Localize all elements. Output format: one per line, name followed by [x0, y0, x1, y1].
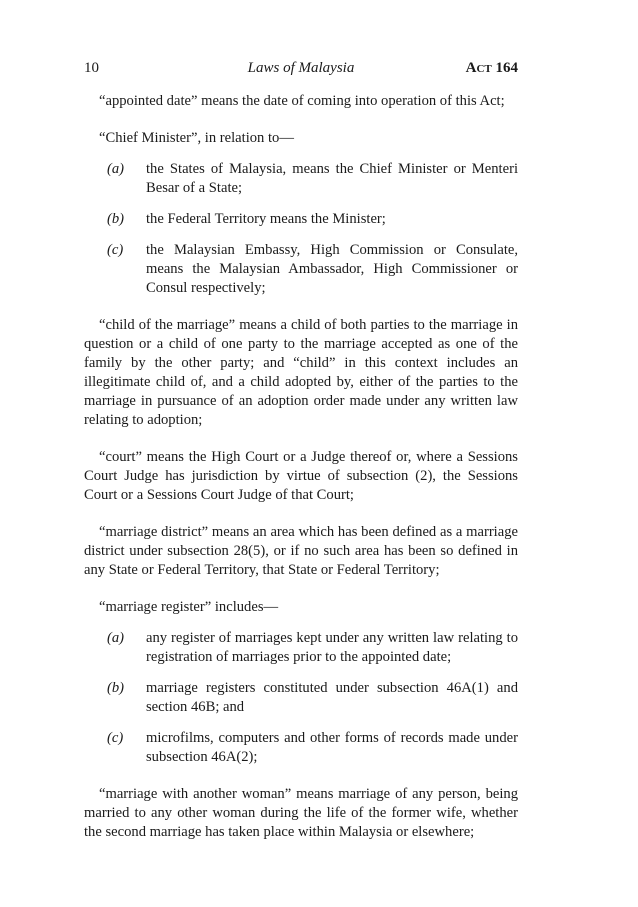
- item-label: (c): [107, 242, 124, 258]
- list-item: [84, 241, 518, 298]
- item-text: marriage registers constituted under subsection 46A(1) and section 46B; and: [146, 680, 518, 715]
- item-text: the Federal Territory means the Minister;: [146, 211, 386, 227]
- item-text: any register of marriages kept under any written law relating to registration of marriages prior to the appointed date;: [146, 630, 518, 665]
- definition-marriage-district: “marriage district” means an area which has been defined as a marriage district under subsection 28(5), or if no such area has been so defined in any State or Federal Territory, that State or Federal Territory;: [84, 524, 518, 578]
- list-item: [84, 210, 518, 229]
- definition-marriage-another-woman: “marriage with another woman” means marriage of any person, being married to any other woman during the life of the former wife, whether the second marriage has taken place within Malaysia or elsewhere;: [84, 786, 518, 840]
- definition-marriage-register: “marriage register” includes—: [99, 599, 279, 615]
- list-item: [84, 729, 518, 767]
- definition-appointed-date: “appointed date” means the date of coming into operation of this Act;: [99, 93, 505, 109]
- item-label: (b): [107, 680, 125, 696]
- page-number: 10: [84, 60, 99, 76]
- item-label: (b): [107, 211, 125, 227]
- page-header: [84, 60, 518, 82]
- act-number: Act 164: [465, 60, 518, 76]
- item-label: (c): [107, 730, 124, 746]
- definition-child-of-marriage: “child of the marriage” means a child of both parties to the marriage in question or a child of one party to the marriage accepted as one of the family by the other party; and “child” in this context includes an illegitimate child of, and a child adopted by, either of the parties to the marriage in pursuance of an adoption order made under any written law relating to adoption;: [84, 317, 518, 428]
- page-title: Laws of Malaysia: [247, 60, 355, 76]
- marriage-register-list: [84, 629, 518, 767]
- list-item: [84, 160, 518, 198]
- item-text: the Malaysian Embassy, High Commission or Consulate, means the Malaysian Ambassador, High Commissioner or Consul respectively;: [146, 242, 518, 296]
- list-item: [84, 679, 518, 717]
- definition-court: “court” means the High Court or a Judge thereof or, where a Sessions Court Judge has jurisdiction by virtue of subsection (2), the Sessions Court or a Sessions Court Judge of that Court;: [84, 449, 518, 503]
- item-text: microfilms, computers and other forms of records made under subsection 46A(2);: [146, 730, 518, 765]
- list-item: [84, 629, 518, 667]
- document-page: [84, 60, 518, 842]
- definitions-body: [84, 92, 518, 842]
- item-label: (a): [107, 630, 125, 646]
- definition-chief-minister: “Chief Minister”, in relation to—: [99, 130, 294, 146]
- chief-minister-list: [84, 160, 518, 298]
- item-text: the States of Malaysia, means the Chief Minister or Menteri Besar of a State;: [146, 161, 518, 196]
- item-label: (a): [107, 161, 125, 177]
